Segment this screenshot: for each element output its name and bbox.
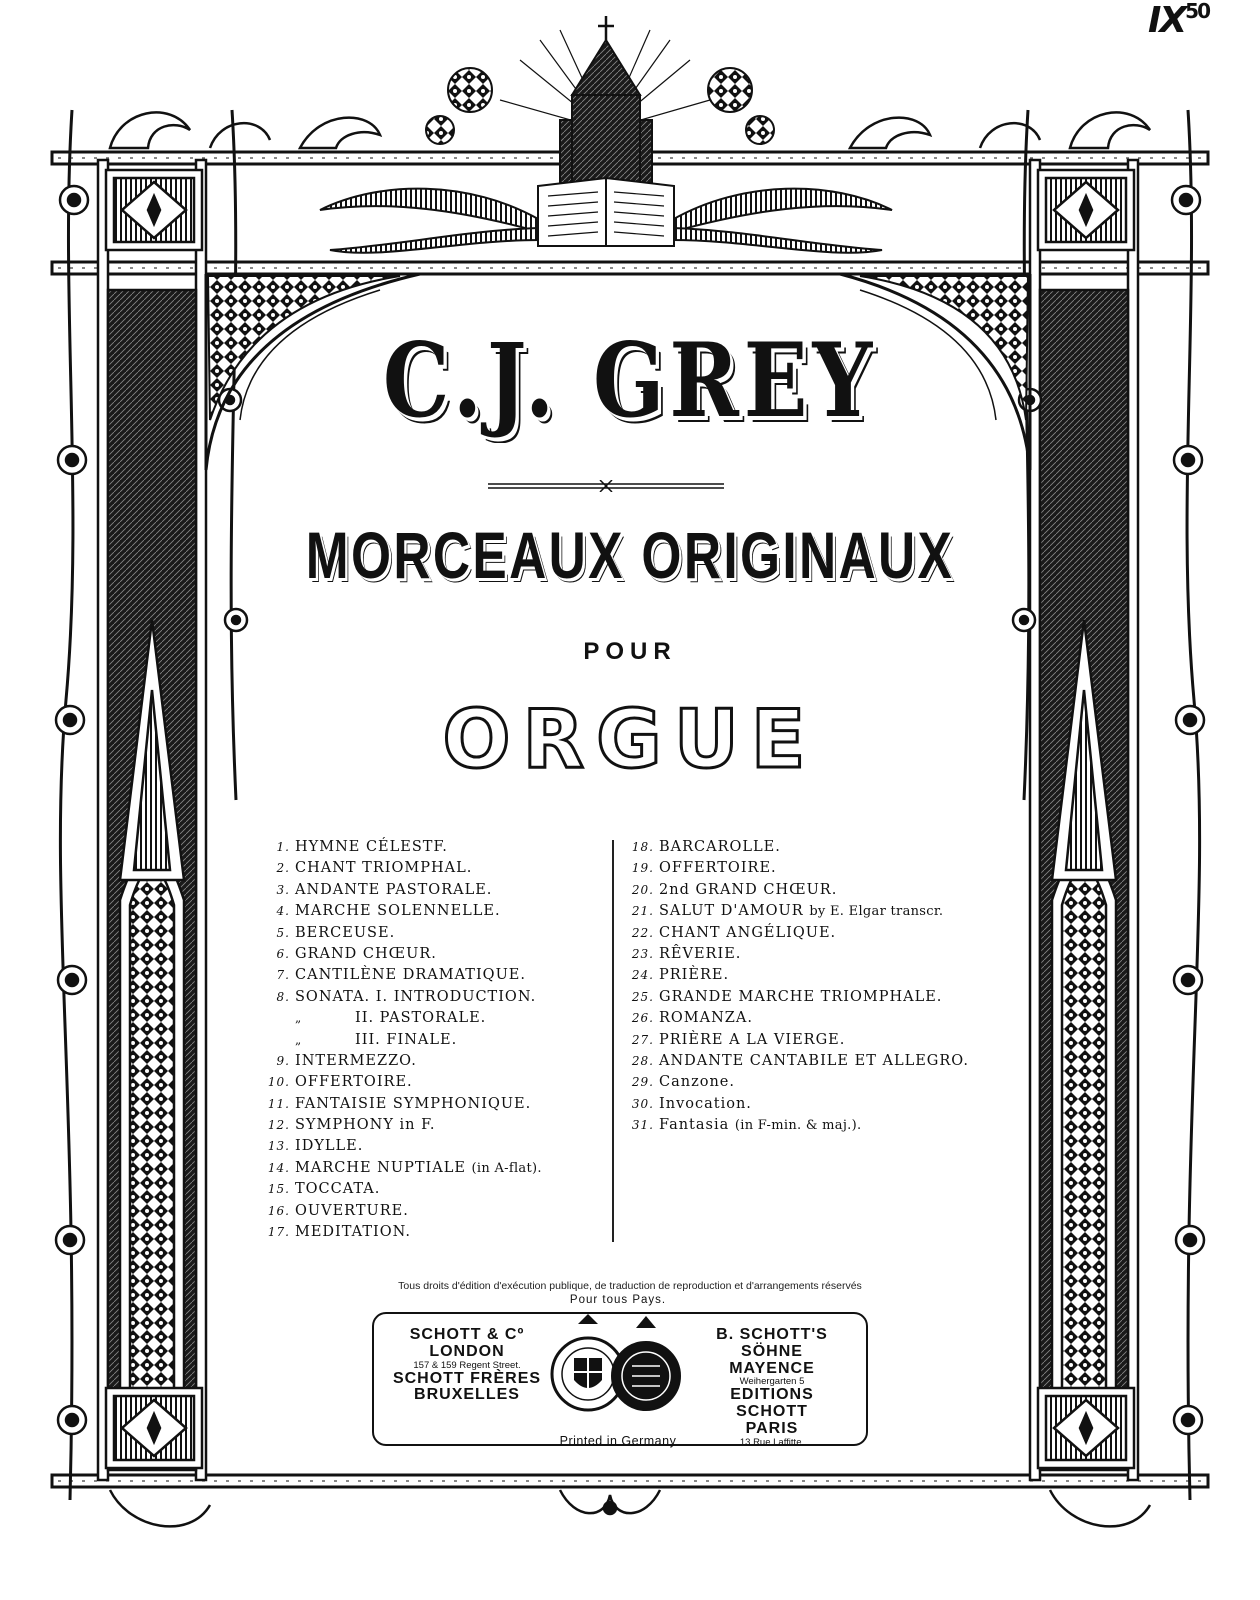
piece-note: by E. Elgar transcr. [809,904,944,920]
ditto-mark: „ [295,1032,303,1047]
piece-list-item [256,1179,542,1200]
piece-list-item [256,1094,542,1115]
piece-number: 31. [631,1118,654,1133]
piece-list-item [620,987,969,1008]
piece-list-item [620,837,969,858]
publisher-london-name: SCHOTT & Cº [409,1326,525,1343]
piece-number: 6. [276,946,290,961]
publisher-left [392,1327,542,1404]
publisher-mainz-city: MAYENCE [729,1359,815,1377]
piece-number: 10. [267,1075,290,1090]
piece-title: Canzone. [659,1074,735,1091]
piece-number: 16. [267,1203,290,1218]
piece-list-item [256,837,542,858]
publisher-brussels-city: BRUXELLES [414,1386,520,1404]
publisher-london-address: 157 & 159 Regent Street. [413,1359,521,1371]
rights-notice-countries: Pour tous Pays. [569,1294,667,1306]
piece-title: ANDANTE PASTORALE. [295,881,493,898]
piece-list-item [620,1115,969,1136]
piece-number: 8. [276,989,290,1004]
piece-title: TOCCATA. [295,1181,381,1198]
piece-title: OFFERTOIRE. [295,1074,413,1091]
piece-list-item [256,1051,542,1072]
piece-list-item [620,1072,969,1093]
piece-number: 2. [276,861,290,876]
piece-number: 29. [631,1075,654,1090]
publisher-right [692,1327,852,1448]
piece-title: PRIÈRE. [659,967,730,984]
piece-list-item [620,1094,969,1115]
piece-number: 26. [631,1011,654,1026]
piece-number: 4. [276,904,290,919]
piece-number: 13. [267,1139,290,1154]
piece-list-item [620,923,969,944]
piece-list-item [620,858,969,879]
piece-title: HYMNE CÉLESTF. [295,839,448,855]
piece-number: 30. [631,1096,654,1111]
piece-list-item [620,901,969,922]
piece-title: RÊVERIE. [659,945,742,962]
piece-number: 24. [631,968,654,983]
archive-mark-main: IX [1148,0,1186,41]
piece-title: IDYLLE. [295,1138,364,1155]
piece-title: MEDITATION. [295,1224,411,1241]
publisher-brussels-name: SCHOTT FRÈRES [392,1369,542,1387]
composer-name: C.J. GREY [382,321,878,441]
publisher-paris-name: EDITIONS SCHOTT [730,1386,814,1421]
piece-list-item [620,965,969,986]
piece-number: 11. [267,1096,290,1111]
piece-number: 23. [631,946,654,961]
printed-in-note: Printed in Germany [559,1434,677,1448]
piece-number: 9. [276,1053,290,1068]
piece-list-item [256,923,542,944]
publisher-mainz-name: B. SCHOTT'S SÖHNE [716,1326,828,1360]
piece-list-left [256,837,542,1243]
piece-title: MARCHE NUPTIALE [295,1159,466,1176]
piece-title: ANDANTE CANTABILE ET ALLEGRO. [659,1052,969,1069]
piece-number: 27. [631,1032,654,1047]
piece-number: 17. [267,1225,290,1240]
piece-title: MARCHE SOLENNELLE. [295,903,501,920]
piece-list-item [620,1051,969,1072]
piece-list-item [620,880,969,901]
piece-number: 3. [276,882,290,897]
piece-title: GRAND CHŒUR. [295,945,437,962]
piece-number: 28. [631,1053,654,1068]
piece-list-item [620,944,969,965]
piece-number: 5. [276,925,290,940]
piece-list-item [256,965,542,986]
piece-title: II. PASTORALE. [355,1010,487,1027]
piece-title: BARCAROLLE. [659,839,781,855]
piece-title: CANTILÈNE DRAMATIQUE. [295,967,526,984]
archive-mark-number: 50 [1185,0,1209,23]
piece-list-item [256,1222,542,1243]
piece-list-item [256,944,542,965]
piece-number: 19. [631,861,654,876]
piece-title: GRANDE MARCHE TRIOMPHALE. [659,988,943,1005]
collection-title: MORCEAUX ORIGINAUX [305,518,955,592]
piece-title: 2nd GRAND CHŒUR. [659,881,838,898]
piece-number: 25. [631,989,654,1004]
piece-list-item [256,1136,542,1157]
piece-note: (in F-min. & maj.). [734,1118,862,1134]
piece-list-item [256,1158,542,1179]
piece-title: FANTAISIE SYMPHONIQUE. [295,1095,532,1112]
publisher-paris-address: 13 Rue Laffitte. [739,1436,805,1448]
piece-list-item [256,1072,542,1093]
piece-number: 18. [631,840,654,854]
piece-number: 22. [631,925,654,940]
piece-number: 21. [631,904,654,919]
royal-crests-emblem [548,1310,688,1430]
piece-title: ROMANZA. [659,1010,753,1027]
piece-title: Invocation. [659,1095,752,1112]
piece-title: OFFERTOIRE. [659,860,777,877]
piece-list-item [256,858,542,879]
piece-list-item [256,987,542,1008]
publisher-mainz-address: Weihergarten 5 [739,1376,805,1388]
piece-list-item [256,901,542,922]
piece-title: CHANT ANGÉLIQUE. [659,924,837,941]
instrument-title: ORGUE [442,693,818,786]
piece-number: 14. [267,1160,290,1175]
for-label: POUR [583,638,677,665]
piece-list-item [620,1030,969,1051]
piece-title: Fantasia [659,1117,730,1134]
piece-list-item [256,1008,542,1029]
piece-title: SALUT D'AMOUR [659,903,804,920]
piece-title: OUVERTURE. [295,1202,409,1219]
piece-list-item [256,1201,542,1222]
piece-note: (in A-flat). [471,1160,542,1176]
piece-list-item [620,1008,969,1029]
piece-title: PRIÈRE A LA VIERGE. [659,1031,846,1048]
piece-title: CHANT TRIOMPHAL. [295,860,473,877]
divider-ornament [488,480,724,492]
piece-list-right [620,837,969,1136]
piece-number: 15. [267,1182,290,1197]
piece-list-item [256,880,542,901]
piece-list-item [256,1115,542,1136]
rights-notice: Tous droits d'édition d'exécution publique, de traduction de reproduction et d'arrangements réservés [398,1280,862,1292]
piece-number: 7. [276,968,290,983]
piece-title: SYMPHONY in F. [295,1117,436,1134]
column-divider [612,840,614,1242]
ditto-mark: „ [295,1011,303,1026]
piece-title: BERCEUSE. [295,924,396,941]
piece-number: 12. [267,1118,290,1133]
publisher-paris-city: PARIS [745,1419,799,1437]
piece-list-item [256,1030,542,1051]
publisher-london-city: LONDON [429,1342,505,1360]
piece-number: 20. [631,882,654,897]
piece-title: III. FINALE. [355,1031,458,1048]
piece-title: INTERMEZZO. [295,1052,417,1069]
piece-number: 1. [276,840,290,854]
piece-title: SONATA. I. INTRODUCTION. [295,988,537,1005]
